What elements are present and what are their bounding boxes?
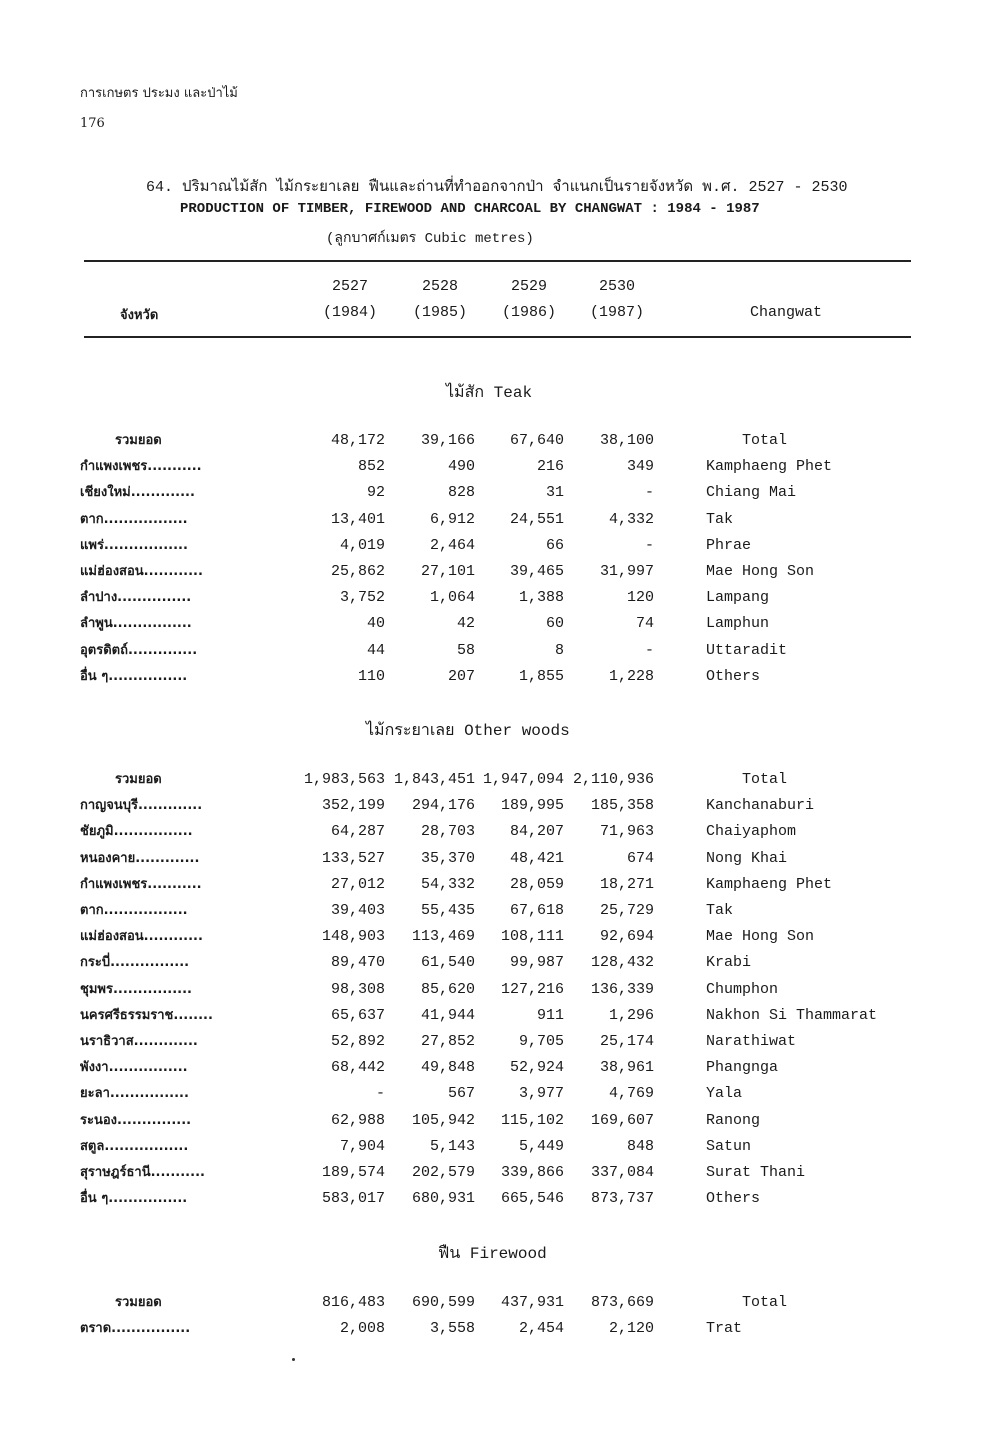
stray-mark [292,1358,295,1361]
value-cell: 2,464 [429,536,475,554]
table-row [0,793,990,819]
table-title-english: PRODUCTION OF TIMBER, FIREWOOD AND CHARCOAL BY CHANGWAT : 1984 - 1987 [180,201,760,217]
column-header-thai: จังหวัด [120,308,159,323]
value-cell: 105,942 [411,1111,475,1129]
value-cell: 2,120 [608,1320,654,1338]
value-cell: 1,388 [518,589,564,607]
value-cell: 352,199 [321,797,385,815]
table-row [0,559,990,585]
value-cell: 1,855 [518,667,564,685]
year-header-ce: (1986) [501,304,556,321]
changwat-english: Satun [706,1137,752,1155]
value-cell: 48,421 [509,849,564,867]
value-cell: 92 [366,484,385,502]
value-cell: 27,012 [330,875,385,893]
changwat-thai: ตาก................. [80,511,188,527]
table-row [0,1186,990,1212]
changwat-english: Lampang [706,589,770,607]
value-cell: 1,064 [429,589,475,607]
value-cell: 674 [626,849,654,867]
value-cell: 65,637 [330,1006,385,1024]
table-row [0,664,990,690]
value-cell: 52,924 [509,1059,564,1077]
value-cell: 873,737 [590,1190,654,1208]
changwat-english: Ranong [706,1111,761,1129]
value-cell: - [375,1085,385,1103]
changwat-english: Phrae [706,536,752,554]
value-cell: 5,449 [518,1137,564,1155]
value-cell: 7,904 [339,1137,385,1155]
value-cell: 39,465 [509,563,564,580]
changwat-english: Total [742,432,788,449]
changwat-thai: แม่ฮ่องสอน............ [80,929,203,945]
table-row [0,585,990,611]
top-rule [84,260,911,262]
value-cell: 13,401 [330,510,385,528]
value-cell: 202,579 [411,1164,475,1181]
value-cell: 8 [554,641,564,659]
table-row [0,1316,990,1342]
value-cell: 61,540 [420,954,475,972]
changwat-english: Tak [706,510,734,528]
changwat-english: Nong Khai [706,849,788,867]
total-row [0,428,990,454]
value-cell: 39,166 [420,432,475,449]
value-cell: 52,892 [330,1033,385,1050]
value-cell: 583,017 [321,1190,385,1208]
value-cell: 40 [366,615,385,633]
value-cell: 60 [545,615,564,633]
table-title-thai: 64. ปริมาณไม้สัก ไม้กระยาเลย ฟืนและถ่านที่ทำออกจากป่า จำแนกเป็นรายจังหวัด พ.ศ. 2527 - 2530 [146,179,848,196]
year-header-be: 2529 [510,278,547,295]
value-cell: 9,705 [518,1033,564,1050]
value-cell: 1,983,563 [303,771,385,788]
value-cell: 690,599 [411,1294,475,1311]
value-cell: 41,944 [420,1006,475,1024]
value-cell: 115,102 [500,1111,564,1129]
changwat-english: Chiang Mai [706,484,797,502]
value-cell: 38,100 [599,432,654,449]
value-cell: 437,931 [500,1294,564,1311]
value-cell: 828 [447,484,475,502]
value-cell: 128,432 [590,954,654,972]
value-cell: 89,470 [330,954,385,972]
value-cell: 1,296 [608,1006,654,1024]
value-cell: 1,947,094 [482,771,564,788]
changwat-thai: อื่น ๆ................ [80,1191,188,1207]
value-cell: 55,435 [420,902,475,919]
value-cell: 816,483 [321,1294,385,1311]
changwat-thai: สุราษฎร์ธานี........... [80,1165,205,1180]
section-title-firewood: ฟืน Firewood [438,1245,547,1263]
value-cell: 911 [536,1006,564,1024]
changwat-thai: กาญจนบุรี............. [80,798,203,814]
value-cell: 2,110,936 [572,771,654,788]
value-cell: 1,228 [608,667,654,685]
value-cell: 74 [635,615,654,633]
changwat-english: Krabi [706,954,752,972]
changwat-english: Surat Thani [706,1164,806,1181]
value-cell: 6,912 [429,510,475,528]
changwat-english: Kamphaeng Phet [706,875,833,893]
value-cell: 31,997 [599,563,654,580]
value-cell: 337,084 [590,1164,654,1181]
value-cell: 39,403 [330,902,385,919]
value-cell: 18,271 [599,875,654,893]
year-header-ce: (1987) [589,304,644,321]
changwat-thai: ลำปาง............... [80,590,192,606]
year-header-ce: (1984) [322,304,377,321]
changwat-thai: กำแพงเพชร........... [80,876,202,892]
value-cell: 567 [447,1085,475,1103]
value-cell: 294,176 [411,797,475,815]
value-cell: 68,442 [330,1059,385,1077]
value-cell: 185,358 [590,797,654,815]
year-header-be: 2530 [598,278,635,295]
value-cell: 71,963 [599,823,654,841]
value-cell: 4,019 [339,536,385,554]
value-cell: 25,862 [330,563,385,580]
table-row [0,872,990,898]
changwat-english: Narathiwat [706,1033,797,1050]
value-cell: 25,174 [599,1033,654,1050]
changwat-thai: เชียงใหม่............. [80,485,195,501]
value-cell: 24,551 [509,510,564,528]
table-row [0,533,990,559]
value-cell: 189,995 [500,797,564,815]
year-header-be: 2528 [421,278,458,295]
changwat-english: Tak [706,902,734,919]
value-cell: 67,640 [509,432,564,449]
value-cell: 62,988 [330,1111,385,1129]
table-row [0,1160,990,1186]
value-cell: - [644,484,654,502]
table-row [0,819,990,845]
value-cell: 339,866 [500,1164,564,1181]
table-row [0,924,990,950]
value-cell: 58 [456,641,475,659]
changwat-english: Kanchanaburi [706,797,815,815]
value-cell: 42 [456,615,475,633]
value-cell: 92,694 [599,928,654,946]
value-cell: 27,852 [420,1033,475,1050]
table-unit: (ลูกบาศก์เมตร Cubic metres) [326,231,534,247]
page-number: 176 [80,116,105,131]
changwat-english: Uttaradit [706,641,788,659]
changwat-thai: ชัยภูมิ................ [80,824,193,840]
value-cell: 3,558 [429,1320,475,1338]
changwat-thai: กระบี่................ [80,955,190,971]
changwat-thai: นราธิวาส............. [80,1034,198,1049]
value-cell: 38,961 [599,1059,654,1077]
changwat-thai: รวมยอด [115,772,162,787]
value-cell: 490 [447,458,475,476]
value-cell: 98,308 [330,980,385,998]
changwat-english: Trat [706,1320,743,1338]
year-header-be: 2527 [331,278,368,295]
changwat-thai: ระนอง............... [80,1112,192,1128]
changwat-english: Kamphaeng Phet [706,458,833,476]
value-cell: 665,546 [500,1190,564,1208]
table-row [0,977,990,1003]
value-cell: 99,987 [509,954,564,972]
changwat-english: Mae Hong Son [706,563,815,580]
changwat-english: Lamphun [706,615,770,633]
changwat-thai: หนองคาย............. [80,850,200,866]
value-cell: 25,729 [599,902,654,919]
value-cell: 349 [626,458,654,476]
value-cell: 44 [366,641,385,659]
changwat-english: Phangnga [706,1059,779,1077]
changwat-thai: กำแพงเพชร........... [80,459,202,475]
value-cell: 28,703 [420,823,475,841]
table-row [0,1055,990,1081]
value-cell: 680,931 [411,1190,475,1208]
total-row [0,767,990,793]
changwat-thai: รวมยอด [115,433,162,448]
changwat-thai: ตราด................ [80,1321,191,1337]
value-cell: 49,848 [420,1059,475,1077]
value-cell: 216 [536,458,564,476]
value-cell: 848 [626,1137,654,1155]
value-cell: 2,008 [339,1320,385,1338]
value-cell: 2,454 [518,1320,564,1338]
value-cell: - [644,536,654,554]
table-row [0,1029,990,1055]
changwat-english: Nakhon Si Thammarat [706,1006,878,1024]
value-cell: 3,977 [518,1085,564,1103]
value-cell: 169,607 [590,1111,654,1129]
changwat-thai: ชุมพร................ [80,981,192,997]
section-title-other-woods: ไม้กระยาเลย Other woods [366,722,570,740]
changwat-english: Total [742,771,788,788]
section-title-teak: ไม้สัก Teak [446,384,533,402]
year-header-ce: (1985) [412,304,467,321]
table-row [0,898,990,924]
changwat-english: Chumphon [706,980,779,998]
running-title: การเกษตร ประมง และป่าไม้ [80,86,238,101]
table-row [0,480,990,506]
changwat-thai: อุตรดิตถ์.............. [80,642,198,658]
value-cell: 1,843,451 [393,771,475,788]
total-row [0,1290,990,1316]
changwat-thai: อื่น ๆ................ [80,668,188,684]
value-cell: 3,752 [339,589,385,607]
value-cell: 4,332 [608,510,654,528]
changwat-thai: ยะลา................ [80,1086,189,1102]
value-cell: 54,332 [420,875,475,893]
table-row [0,1081,990,1107]
value-cell: 189,574 [321,1164,385,1181]
table-row [0,1134,990,1160]
value-cell: 85,620 [420,980,475,998]
value-cell: 207 [447,667,475,685]
value-cell: 133,527 [321,849,385,867]
changwat-thai: แพร่................. [80,537,188,553]
value-cell: - [644,641,654,659]
table-row [0,1003,990,1029]
table-row [0,1108,990,1134]
table-row [0,638,990,664]
changwat-thai: ตาก................. [80,903,188,918]
table-row [0,507,990,533]
value-cell: 5,143 [429,1137,475,1155]
value-cell: 852 [357,458,385,476]
value-cell: 28,059 [509,875,564,893]
value-cell: 136,339 [590,980,654,998]
changwat-thai: พังงา................ [80,1060,188,1076]
table-row [0,846,990,872]
column-header-english: Changwat [750,304,823,321]
changwat-thai: ลำพูน................ [80,616,192,632]
changwat-thai: แม่ฮ่องสอน............ [80,564,203,579]
value-cell: 127,216 [500,980,564,998]
value-cell: 873,669 [590,1294,654,1311]
value-cell: 67,618 [509,902,564,919]
changwat-english: Mae Hong Son [706,928,815,946]
changwat-english: Yala [706,1085,743,1103]
value-cell: 27,101 [420,563,475,580]
table-row [0,611,990,637]
changwat-english: Chaiyaphom [706,823,797,841]
value-cell: 31 [545,484,564,502]
value-cell: 148,903 [321,928,385,946]
changwat-thai: นครศรีธรรมราช........ [80,1007,213,1023]
value-cell: 48,172 [330,432,385,449]
table-row [0,454,990,480]
value-cell: 120 [626,589,654,607]
value-cell: 108,111 [500,928,564,946]
value-cell: 84,207 [509,823,564,841]
changwat-thai: รวมยอด [115,1295,162,1310]
value-cell: 113,469 [411,928,475,946]
value-cell: 35,370 [420,849,475,867]
value-cell: 4,769 [608,1085,654,1103]
changwat-english: Total [742,1294,788,1311]
table-row [0,950,990,976]
value-cell: 110 [357,667,385,685]
value-cell: 64,287 [330,823,385,841]
changwat-english: Others [706,667,761,685]
header-bottom-rule [84,336,911,338]
changwat-thai: สตูล................. [80,1138,189,1154]
changwat-english: Others [706,1190,761,1208]
value-cell: 66 [545,536,564,554]
